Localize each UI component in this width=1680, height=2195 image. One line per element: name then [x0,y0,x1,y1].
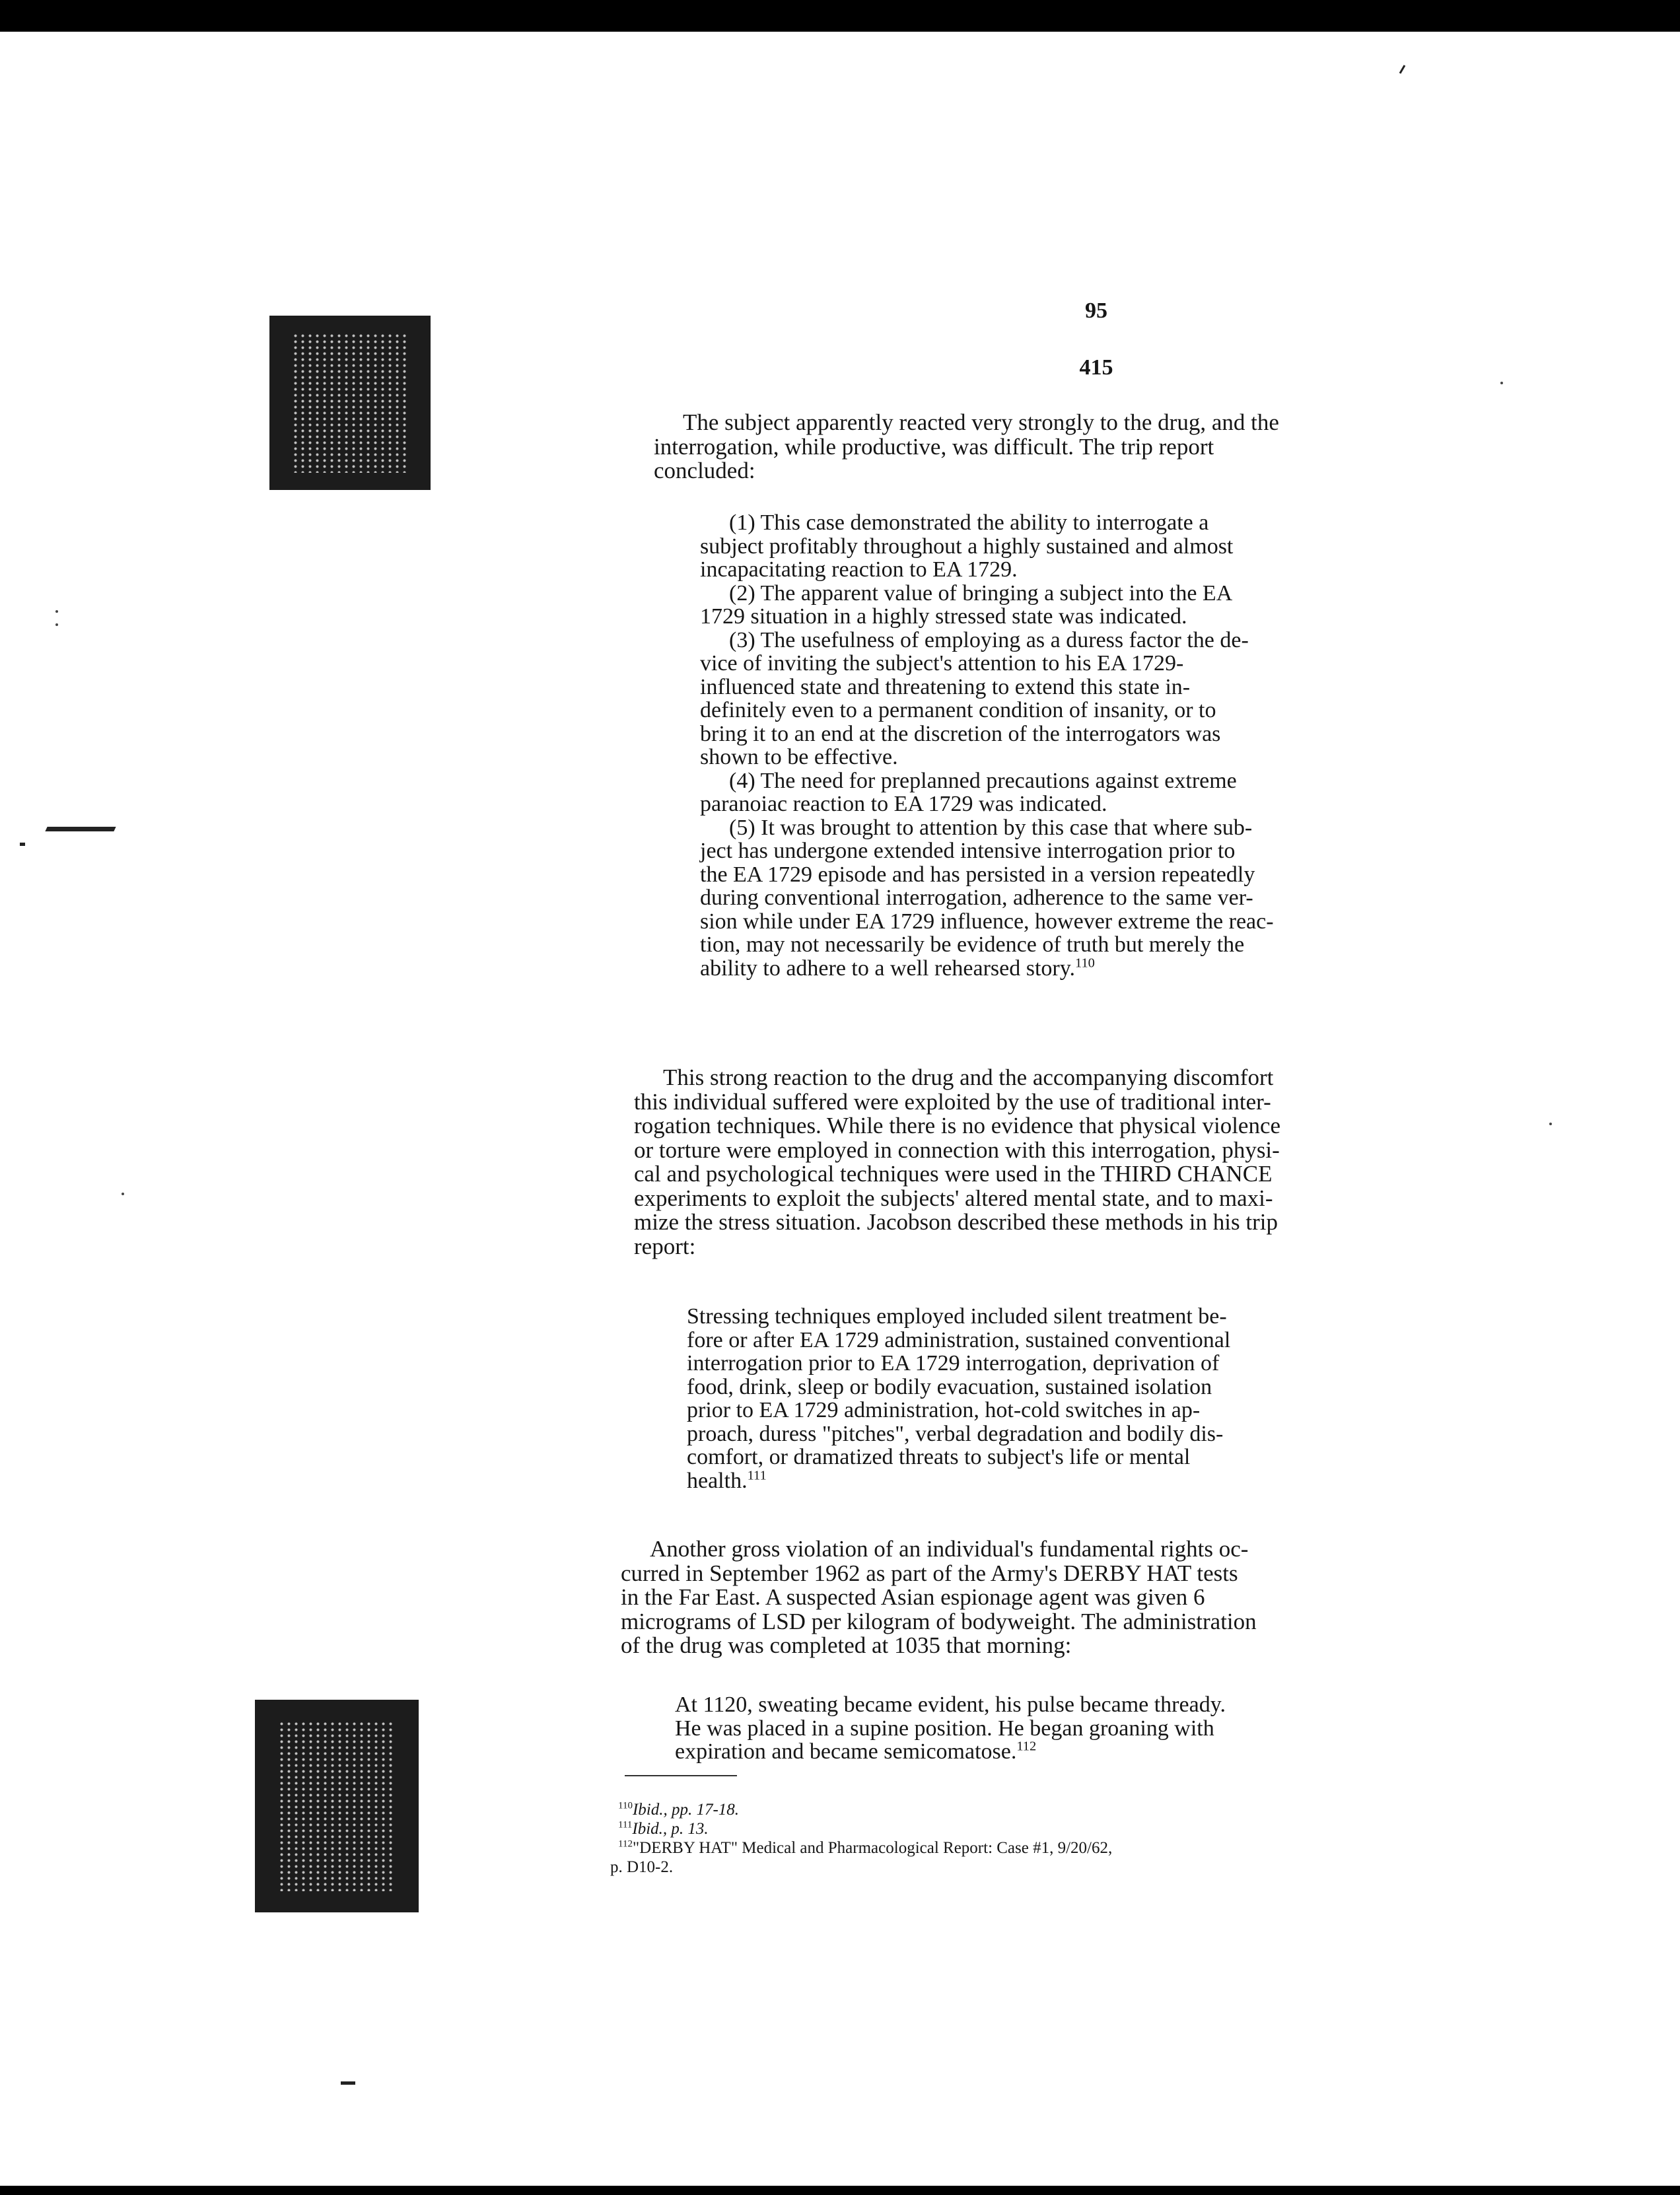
text-line [675,1740,1226,1764]
scan-mark-top-right [1399,65,1406,74]
text-line: At 1120, sweating became evident, his pulse became thready. [675,1692,1226,1717]
text-line: 1729 situation in a highly stressed state was indicated. [700,604,1187,629]
text-line: shown to be effective. [700,745,898,769]
text-line: Another gross violation of an individual's fundamental rights oc- [650,1536,1249,1562]
footnote-110 [618,1801,1112,1818]
footnote-number: 112 [618,1838,633,1850]
block-quote-1 [700,511,1274,980]
text-line: He was placed in a supine position. He began groaning with [675,1716,1214,1741]
text-line: vice of inviting the subject's attention to his EA 1729- [700,651,1184,676]
text-line: proach, duress "pitches", verbal degradation and bodily dis- [687,1421,1224,1446]
speck [1500,382,1503,384]
footnote-ref-112: 112 [1016,1739,1037,1754]
text-line: interrogation, while productive, was difficult. The trip report [654,433,1214,460]
block-quote-3 [675,1693,1226,1764]
text-line: comfort, or dramatized threats to subject's life or mental [687,1445,1191,1469]
text-line: during conventional interrogation, adherence to the same ver- [700,886,1253,910]
text-line: tion, may not necessarily be evidence of truth but merely the [700,932,1245,957]
punch-hole-top [269,316,431,490]
footnote-112-continuation: p. D10-2. [610,1858,674,1876]
footnote-number: 111 [618,1819,633,1830]
text-line: mize the stress situation. Jacobson described these methods in his trip [634,1209,1278,1235]
text-line: rogation techniques. While there is no evidence that physical violence [634,1113,1281,1138]
text-line: prior to EA 1729 administration, hot-cold switches in ap- [687,1398,1201,1422]
text-line: ject has undergone extended intensive interrogation prior to [700,839,1236,863]
text-line: micrograms of LSD per kilogram of bodyweight. The administration [621,1608,1257,1634]
text-line: incapacitating reaction to EA 1729. [700,557,1018,582]
text-line: the EA 1729 episode and has persisted in a version repeatedly [700,862,1255,887]
text-line: experiments to exploit the subjects' altered mental state, and to maxi- [634,1185,1273,1211]
text-line: (4) The need for preplanned precautions against extreme [729,768,1237,793]
page-number-primary: 95 [1085,298,1107,323]
block-quote-2 [687,1305,1230,1492]
footnote-number: 110 [618,1800,633,1811]
punch-hole-bottom [255,1700,419,1912]
page-number-secondary: 415 [1079,355,1113,380]
scan-mark-left [45,827,116,831]
text-line: this individual suffered were exploited by the use of traditional inter- [634,1088,1271,1115]
footnote-ref-110: 110 [1075,956,1095,971]
text-run: health. [687,1468,748,1493]
footnote-rule [625,1775,737,1776]
text-line: paranoiac reaction to EA 1729 was indicated. [700,792,1107,816]
text-line [687,1469,1230,1493]
speck [55,623,58,626]
text-line: subject profitably throughout a highly sustained and almost [700,534,1234,559]
text-line: Stressing techniques employed included silent treatment be- [687,1304,1227,1329]
footnote-text: Ibid., p. 13. [632,1820,709,1838]
text-line: food, drink, sleep or bodily evacuation, sustained isolation [687,1374,1212,1399]
text-line: or torture were employed in connection with this interrogation, physi- [634,1136,1280,1163]
body-paragraph-1 [654,411,1279,483]
footnote-text: "DERBY HAT" Medical and Pharmacological Report: Case #1, 9/20/62, [632,1839,1113,1857]
text-line: interrogation prior to EA 1729 interrogation, deprivation of [687,1351,1220,1376]
speck [1549,1123,1552,1125]
footnote-ref-111: 111 [747,1468,767,1483]
footnote-text: Ibid., pp. 17-18. [632,1801,740,1819]
text-line: This strong reaction to the drug and the accompanying discomfort [663,1064,1274,1090]
text-line: of the drug was completed at 1035 that morning: [621,1632,1072,1658]
text-line: (1) This case demonstrated the ability to interrogate a [729,510,1209,535]
text-line: (5) It was brought to attention by this case that where sub- [729,815,1253,840]
text-line: report: [634,1233,696,1259]
text-line: bring it to an end at the discretion of the interrogators was [700,721,1221,746]
footnote-112 [618,1840,1112,1856]
text-line: concluded: [654,458,755,483]
scan-mark-bottom [341,2081,355,2085]
text-line: cal and psychological techniques were used in the THIRD CHANCE [634,1161,1273,1187]
footnotes [610,1800,1113,1876]
text-line: sion while under EA 1729 influence, however extreme the reac- [700,909,1274,934]
text-line: definitely even to a permanent condition of insanity, or to [700,698,1216,722]
text-line: fore or after EA 1729 administration, sustained conventional [687,1327,1231,1352]
text-line: curred in September 1962 as part of the Army's DERBY HAT tests [621,1560,1238,1586]
scan-border-bottom [0,2186,1680,2195]
speck [122,1193,124,1195]
text-line [700,957,1274,981]
body-paragraph-3 [621,1537,1257,1658]
speck [55,610,58,613]
text-line: The subject apparently reacted very strongly to the drug, and the [683,409,1279,435]
text-line: influenced state and threatening to extend this state in- [700,674,1191,699]
text-run: expiration and became semicomatose. [675,1739,1017,1764]
text-run: ability to adhere to a well rehearsed story. [700,956,1076,981]
scan-border-top [0,0,1680,32]
text-line: (3) The usefulness of employing as a duress factor the de- [729,627,1249,652]
footnote-111 [618,1821,1112,1837]
text-line: (2) The apparent value of bringing a subject into the EA [729,580,1233,606]
body-paragraph-2 [634,1066,1280,1259]
scan-mark-left-dot [20,843,25,846]
text-line: in the Far East. A suspected Asian espionage agent was given 6 [621,1584,1205,1610]
